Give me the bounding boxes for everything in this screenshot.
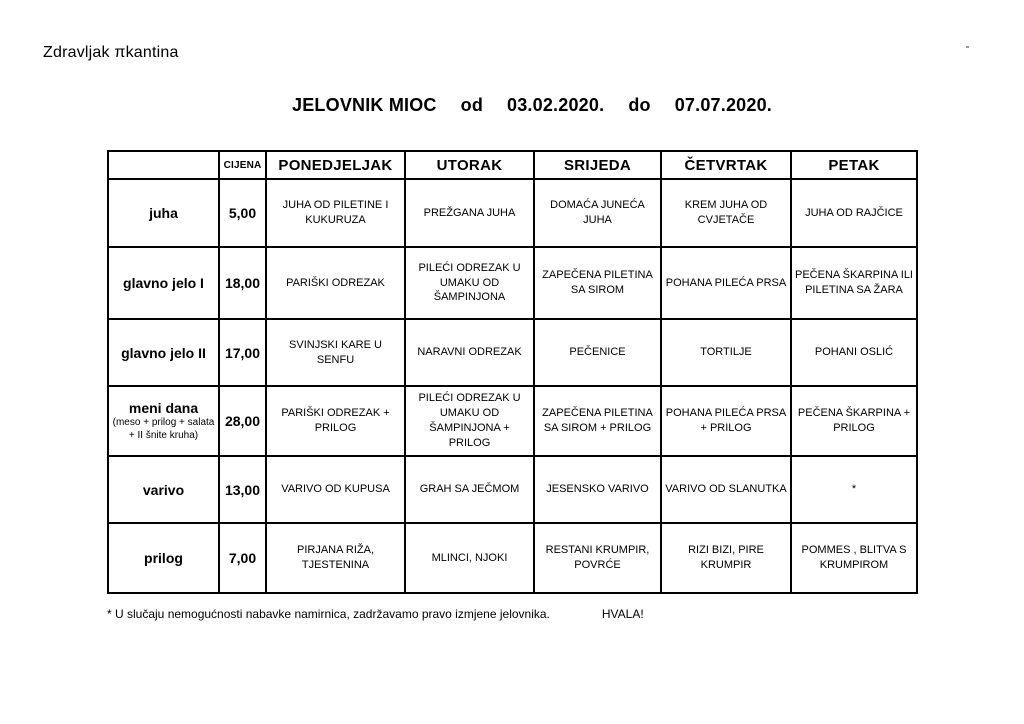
menu-cell: VARIVO OD KUPUSA [266,456,405,523]
menu-cell: PIRJANA RIŽA, TJESTENINA [266,523,405,593]
thanks-text: HVALA! [601,607,644,621]
menu-cell: POMMES , BLITVA S KRUMPIROM [791,523,917,593]
menu-cell: MLINCI, NJOKI [405,523,534,593]
menu-cell: PILEĆI ODREZAK U UMAKU OD ŠAMPINJONA [405,247,534,319]
price-cell: 5,00 [219,179,266,247]
corner-spacer [108,151,219,179]
menu-cell: TORTILJE [661,319,791,386]
price-cell: 18,00 [219,247,266,319]
menu-cell: PARIŠKI ODREZAK + PRILOG [266,386,405,456]
menu-cell: GRAH SA JEČMOM [405,456,534,523]
row-label-text: meni dana [128,400,199,416]
title-from-word: od [460,95,484,115]
row-label: prilog [108,523,219,593]
price-cell: 7,00 [219,523,266,593]
day-header-monday: PONEDJELJAK [266,151,405,179]
stray-dot-mark [966,46,969,48]
menu-cell: ZAPEČENA PILETINA SA SIROM + PRILOG [534,386,661,456]
menu-cell: PARIŠKI ODREZAK [266,247,405,319]
day-header-friday: PETAK [791,151,917,179]
day-header-tuesday: UTORAK [405,151,534,179]
row-label [108,386,219,456]
title-name: JELOVNIK MIOC [292,95,437,115]
menu-cell: JESENSKO VARIVO [534,456,661,523]
menu-cell: PEČENA ŠKARPINA + PRILOG [791,386,917,456]
brand-title: Zdravljak πkantina [43,44,179,61]
price-column-header: CIJENA [219,151,266,179]
title-to-date: 07.07.2020. [674,95,772,115]
menu-cell: SVINJSKI KARE U SENFU [266,319,405,386]
menu-cell: DOMAĆA JUNEĆA JUHA [534,179,661,247]
table-row-daily-menu [108,386,917,456]
table-row-stew [108,456,917,523]
menu-cell: NARAVNI ODREZAK [405,319,534,386]
menu-cell: PILEĆI ODREZAK U UMAKU OD ŠAMPINJONA + PRILOG [405,386,534,456]
price-cell: 17,00 [219,319,266,386]
table-row-main-1 [108,247,917,319]
row-label: varivo [108,456,219,523]
menu-cell: POHANA PILEĆA PRSA + PRILOG [661,386,791,456]
menu-cell: RESTANI KRUMPIR, POVRĆE [534,523,661,593]
menu-cell: POHANA PILEĆA PRSA [661,247,791,319]
menu-cell: JUHA OD PILETINE I KUKURUZA [266,179,405,247]
menu-cell: * [791,456,917,523]
row-sublabel-text: (meso + prilog + salata + II šnite kruha) [112,417,215,441]
table-row-main-2 [108,319,917,386]
price-cell: 28,00 [219,386,266,456]
header-row [108,151,917,179]
row-label: glavno jelo II [108,319,219,386]
footnote-text: * U slučaju nemogućnosti nabavke namirnica, zadržavamo pravo izmjene jelovnika. [107,607,550,621]
table-row-soup [108,179,917,247]
menu-cell: KREM JUHA OD CVJETAČE [661,179,791,247]
menu-cell: ZAPEČENA PILETINA SA SIROM [534,247,661,319]
table-row-side-dish [108,523,917,593]
row-label: glavno jelo I [108,247,219,319]
menu-table [107,150,918,594]
title-from-date: 03.02.2020. [507,95,605,115]
day-header-wednesday: SRIJEDA [534,151,661,179]
menu-cell: POHANI OSLIĆ [791,319,917,386]
row-label: juha [108,179,219,247]
day-header-thursday: ČETVRTAK [661,151,791,179]
page-title [32,95,1024,116]
menu-cell: PEČENICE [534,319,661,386]
menu-cell: VARIVO OD SLANUTKA [661,456,791,523]
menu-cell: RIZI BIZI, PIRE KRUMPIR [661,523,791,593]
menu-cell: PEČENA ŠKARPINA ILI PILETINA SA ŽARA [791,247,917,319]
title-to-word: do [628,95,651,115]
footnote [107,607,644,621]
price-cell: 13,00 [219,456,266,523]
menu-cell: JUHA OD RAJČICE [791,179,917,247]
menu-cell: PREŽGANA JUHA [405,179,534,247]
